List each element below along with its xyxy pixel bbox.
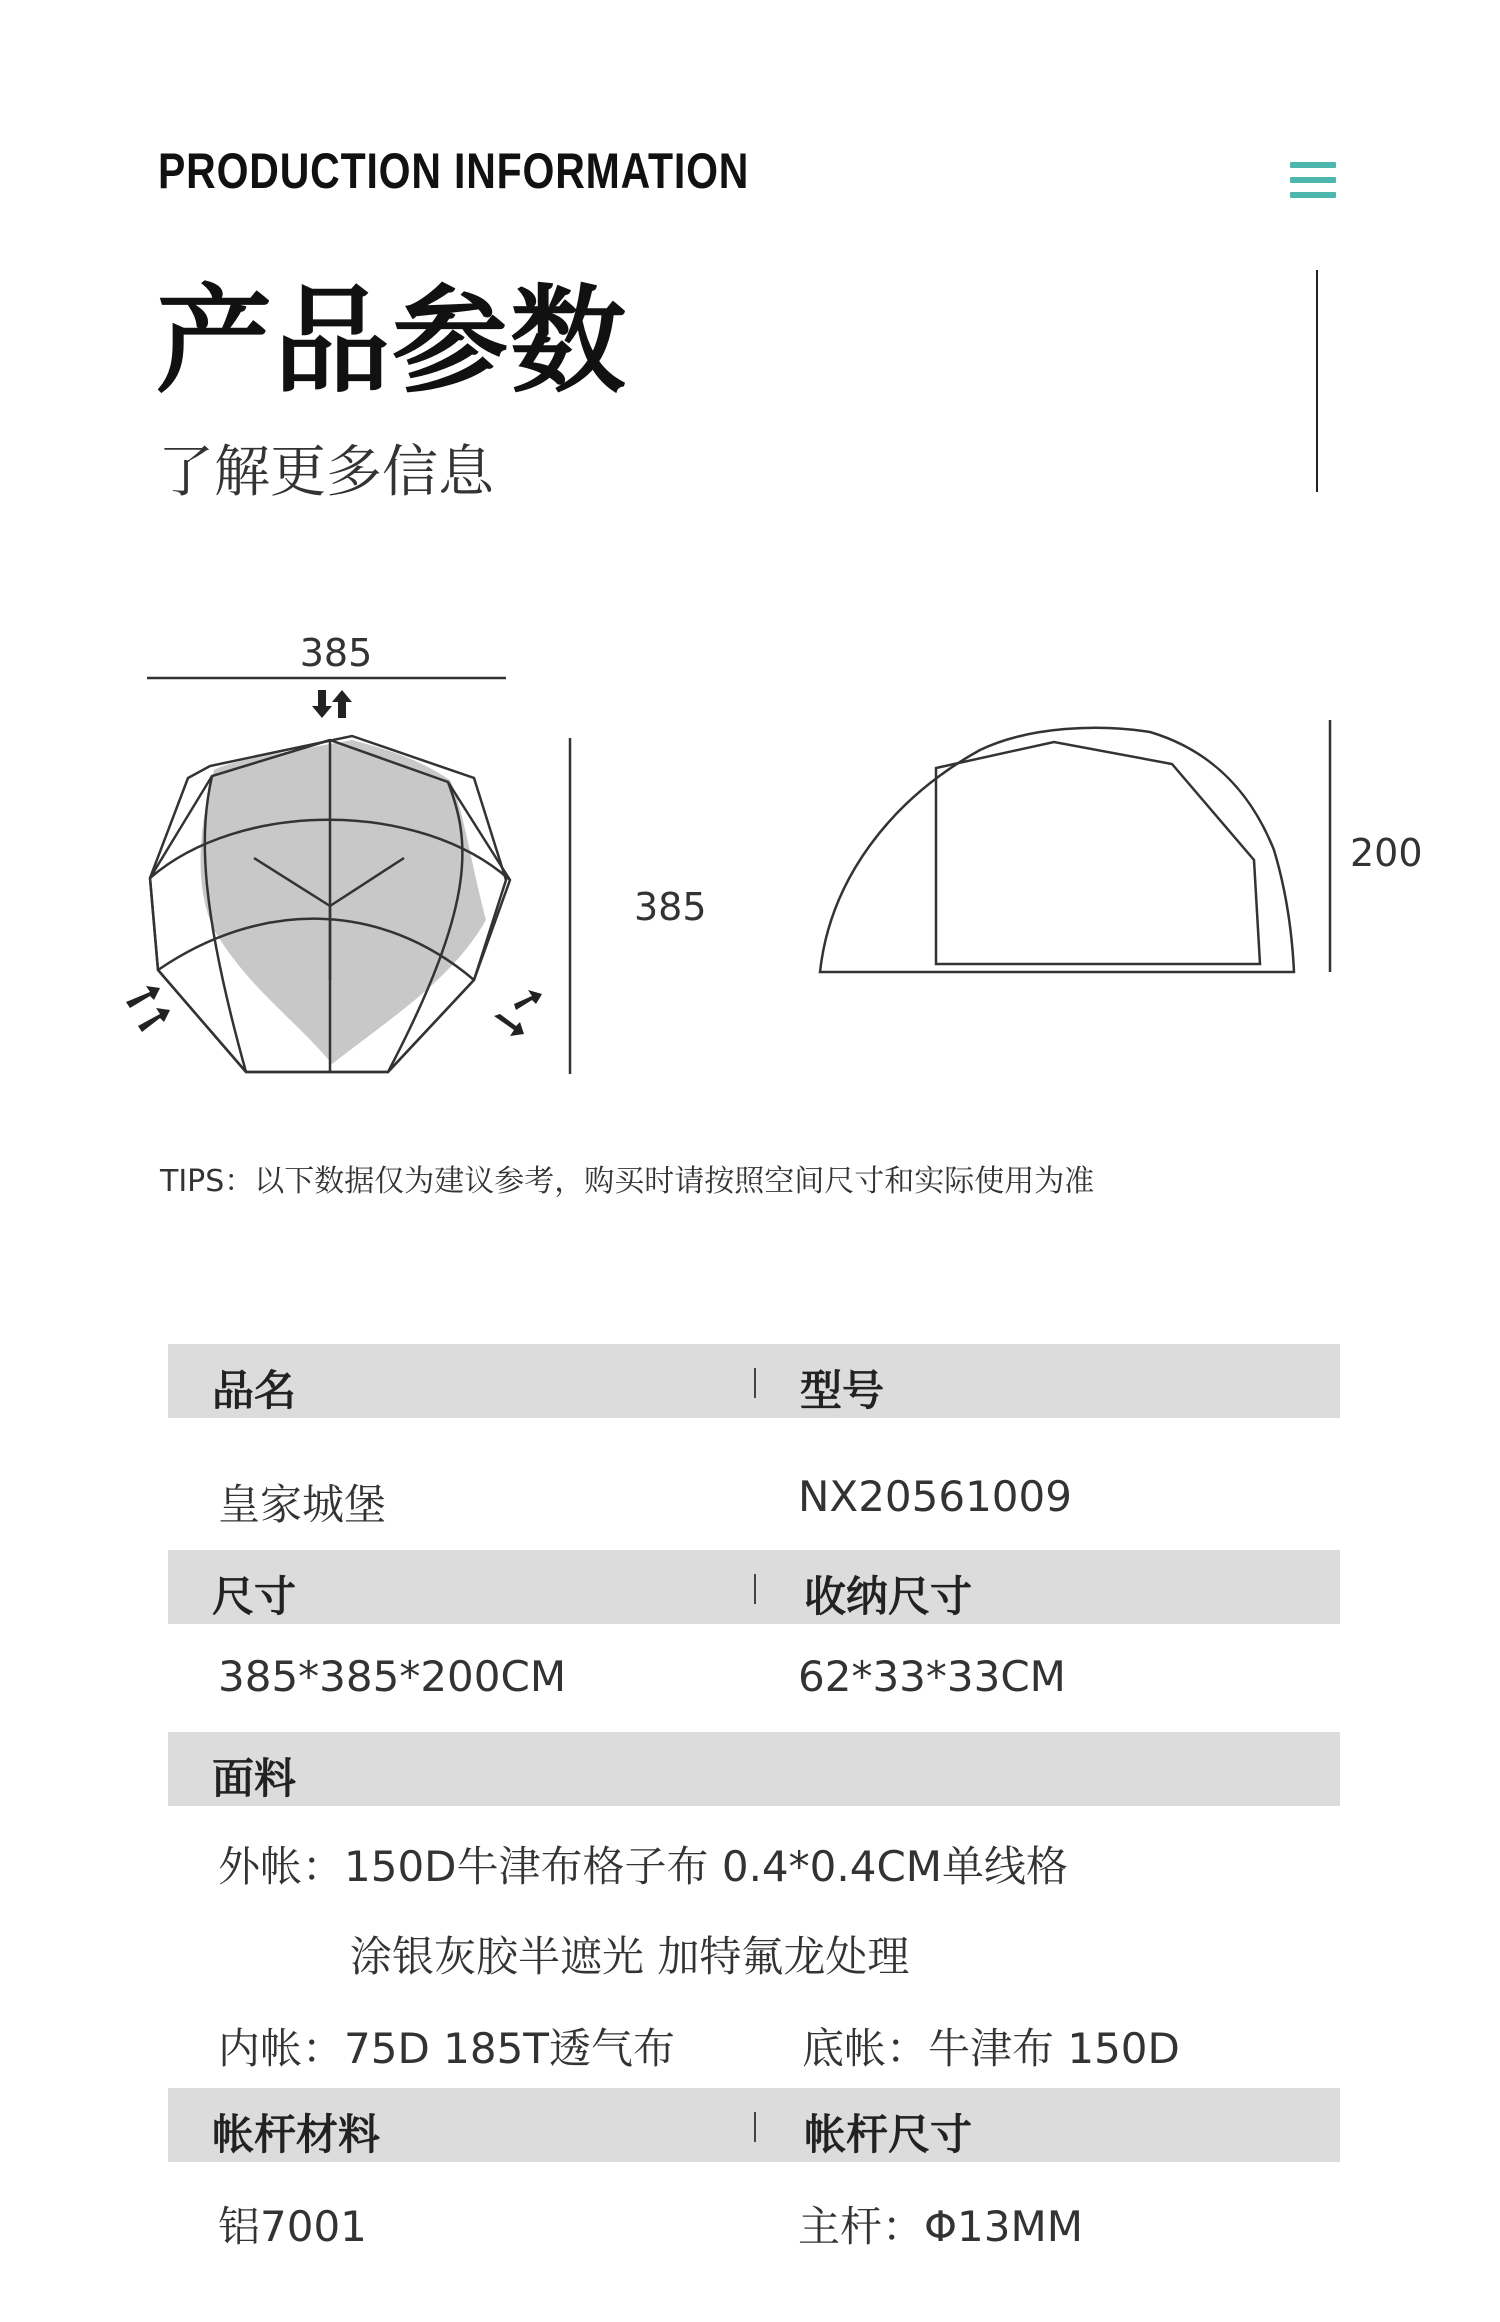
- floor-fabric: 底帐：牛津布 150D: [802, 2024, 1180, 2073]
- tips-note: TIPS：以下数据仅为建议参考，购买时请按照空间尺寸和实际使用为准: [160, 1164, 1095, 1199]
- page-title: 产品参数: [156, 274, 628, 409]
- spec-header-row-1: [168, 1344, 1340, 1418]
- top-depth-label: 385: [634, 885, 707, 929]
- pole-size-label: 帐杆尺寸: [804, 2110, 973, 2159]
- tent-dimension-diagram: [0, 600, 1500, 1120]
- top-width-label: 385: [299, 631, 373, 675]
- menu-icon[interactable]: [1290, 162, 1336, 207]
- column-separator: [754, 1574, 756, 1604]
- outer-fabric-line-1: 外帐：150D牛津布格子布 0.4*0.4CM单线格: [218, 1842, 1069, 1891]
- vertical-divider: [1316, 270, 1318, 492]
- name-label: 品名: [212, 1366, 297, 1415]
- section-eyebrow: PRODUCTION INFORMATION: [158, 143, 750, 199]
- page-subtitle: 了解更多信息: [158, 440, 494, 505]
- main-pole-value: 主杆：Φ13MM: [798, 2202, 1083, 2251]
- pole-material-label: 帐杆材料: [212, 2110, 381, 2159]
- outer-fabric-line-2: 涂银灰胶半遮光 加特氟龙处理: [350, 1932, 910, 1981]
- spec-header-row-4: [168, 2088, 1340, 2162]
- fabric-label: 面料: [212, 1754, 297, 1803]
- model-value: NX20561009: [798, 1472, 1072, 1521]
- spec-header-row-3: [168, 1732, 1340, 1806]
- packed-size-label: 收纳尺寸: [804, 1572, 973, 1621]
- packed-size-value: 62*33*33CM: [798, 1652, 1066, 1701]
- model-label: 型号: [800, 1366, 885, 1415]
- spec-header-row-2: [168, 1550, 1340, 1624]
- column-separator: [754, 2112, 756, 2142]
- inner-fabric: 内帐：75D 185T透气布: [218, 2024, 675, 2073]
- pole-material-value: 铝7001: [218, 2202, 367, 2251]
- size-value: 385*385*200CM: [218, 1652, 567, 1701]
- column-separator: [754, 1368, 756, 1398]
- tent-top-view: [147, 678, 570, 1074]
- name-value: 皇家城堡: [218, 1480, 387, 1529]
- side-height-label: 200: [1350, 831, 1423, 875]
- tent-side-view: [820, 720, 1330, 972]
- size-label: 尺寸: [212, 1572, 297, 1621]
